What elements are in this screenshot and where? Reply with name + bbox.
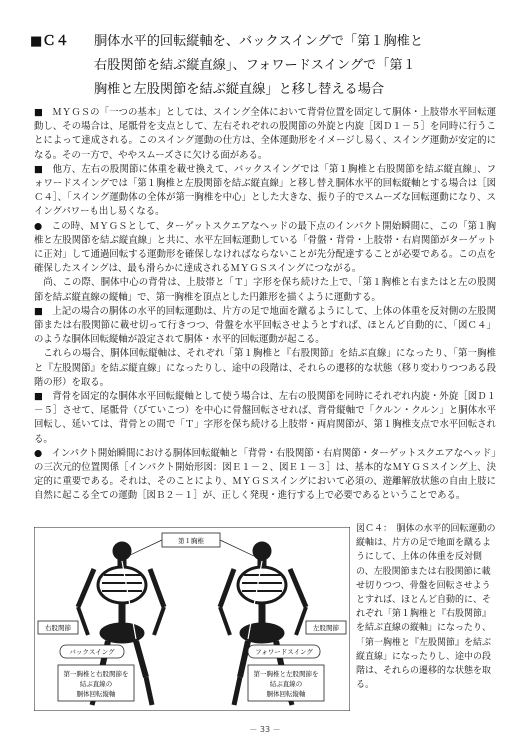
backswing-label: バックスイング — [69, 648, 115, 656]
figure-caption: 図Ｃ４： 胴体の水平的回転運動の縦軸は、片方の足で地面を蹴るようにして、上体の体重を反対側の、左股関節または右股関節に載せ切りつつ、骨盤を回転させようとすれば、ほとんど自動的に、それぞれ「第１胸椎と『右股関節』を結ぶ直線の縦軸」になったり、「第一胸椎と『左股関節』を結ぶ縦直線」になったりし、途中の段階は、それらの遷移的な状態を取る。 — [356, 524, 496, 691]
left-axis-line-3: 胴体回転縦軸 — [76, 690, 116, 698]
heading-line-3: 胸椎と左股関節を結ぶ縦直線」と移し替える場合 — [94, 82, 385, 97]
section-label: ■Ｃ４ — [30, 34, 69, 49]
section-heading — [30, 30, 500, 102]
paragraph-3: ● この時、ＭＹＧＳとして、ターゲットスクエアなヘッドの最下点のインパクト開始瞬間に、この「第１胸椎と左股関節を結ぶ縦直線」と共に、水平左回転運動している「骨盤・背骨・上肢帯・右肩関節がターゲットに正対」して通過回転する運動形を確保しなければならないことが先分配達することが必要である。この点を確保したスイングは、最も滑らかに達成されるＭＹＧＳスイングにつながる。 — [34, 220, 496, 275]
right-axis-line-3: 胴体回転縦軸 — [266, 690, 306, 698]
page-number: － 33 － — [249, 725, 281, 734]
paragraph-8: ● インパクト開始瞬間における胴体回転縦軸と「背骨・右股関節・右肩関節・ターゲットスクエアなヘッド」の三次元的位置関係［インパクト開始形図：図Ｅ１－２、図Ｅ１－３］は、基本的なＭＹＧＳスイング上、決定的に重要である。それは、そのことにより、ＭＹＧＳスイングにおいて必須の、遊離解放状態の自由上肢に自然に起こる全ての運動［図Ｂ２－１］が、正しく発現・進行する上で必要であるということである。 — [34, 447, 496, 502]
paragraph-6: これらの場合、胴体回転縦軸は、それぞれ「第１胸椎と『右股関節』を結ぶ直線」になったり、「第一胸椎と『左股関節』を結ぶ縦直線」になったりし、途中の段階は、それらの遷移的な状態（移り変わりつつある段階の形）を取る。 — [34, 348, 496, 388]
forwardswing-label: フォワードスイング — [255, 648, 313, 656]
right-axis-line-1: 第一胸椎と左股関節を — [253, 670, 319, 678]
skeleton-figure — [34, 527, 350, 711]
paragraph-5: ■ 上記の場合の胴体の水平的回転運動は、片方の足で地面を蹴るようにして、上体の体重を反対側の左股関節または右股関節に載せ切って行きつつ、骨盤を水平回転させようとすれば、ほとんど自動的に、「図Ｃ４」のような胴体回転縦軸が設定されて胴体・水平的回転運動が起こる。 — [34, 305, 496, 346]
paragraph-1: ■ ＭＹＧＳの「一つの基本」としては、スイング全体において背骨位置を固定して胴体・上肢帯水平回転運動し、その場合は、尾骶骨を支点として、左右それぞれの股関節の外旋と内旋［図Ｄ１－５］を同時に行うことによって達成される。このスイング運動の仕方は、全体運動形をイメージし易く、スイング運動が安定的になる。その一方で、ややスムーズさに欠ける面がある。 — [34, 107, 496, 161]
paragraph-4: 尚、この際、胴体中心の背骨は、上肢帯と「Ｔ」字形を保ち続けた上で、「第１胸椎と右またはと左の股関節を結ぶ縦直線の縦軸」で、第一胸椎を頂点とした円錐形を描くように運動する。 — [34, 277, 496, 303]
right-axis-line-2: 結ぶ直線の — [269, 680, 303, 688]
heading-line-2: 右股関節を結ぶ縦直線」、フォワードスイングで「第１ — [94, 58, 416, 73]
paragraph-2: ■ 他方、左右の股関節に体重を載せ換えて、バックスイングでは「第１胸椎と右股関節を結ぶ縦直線」、フォワードスイングでは「第１胸椎と左股関節を結ぶ縦直線」と移し替え胴体水平的回転縦軸とする場合は［図Ｃ４］、「スイング運動体の全体が第一胸椎を中心」とした大きな、振り子的でスムーズな回転運動になり、スイングパワーも出し易くなる。 — [34, 163, 496, 218]
top-label: 第１胸椎 — [178, 537, 204, 545]
right-hip-label: 右股関節 — [45, 624, 71, 632]
paragraph-7: ■ 背骨を固定的な胴体水平回転縦軸として使う場合は、左右の股関節を同時にそれぞれ内旋・外旋［図Ｄ１－５］させて、尾骶骨（びていこつ）を中心に骨盤回転させれば、背骨縦軸で「クルン・クルン」と胴体水平回転し、延いては、背骨との間で「Ｔ」字形を保ち続ける上肢帯・両肩関節が、第１胸椎支点で水平回転される。 — [34, 391, 496, 445]
left-axis-line-2: 結ぶ直線の — [79, 680, 113, 688]
body-text — [34, 106, 496, 504]
left-axis-line-1: 第一胸椎と右股関節を — [63, 670, 129, 678]
heading-line-1: 胴体水平的回転縦軸を、バックスイングで「第１胸椎と — [94, 34, 424, 49]
left-hip-label: 左股関節 — [313, 624, 339, 632]
